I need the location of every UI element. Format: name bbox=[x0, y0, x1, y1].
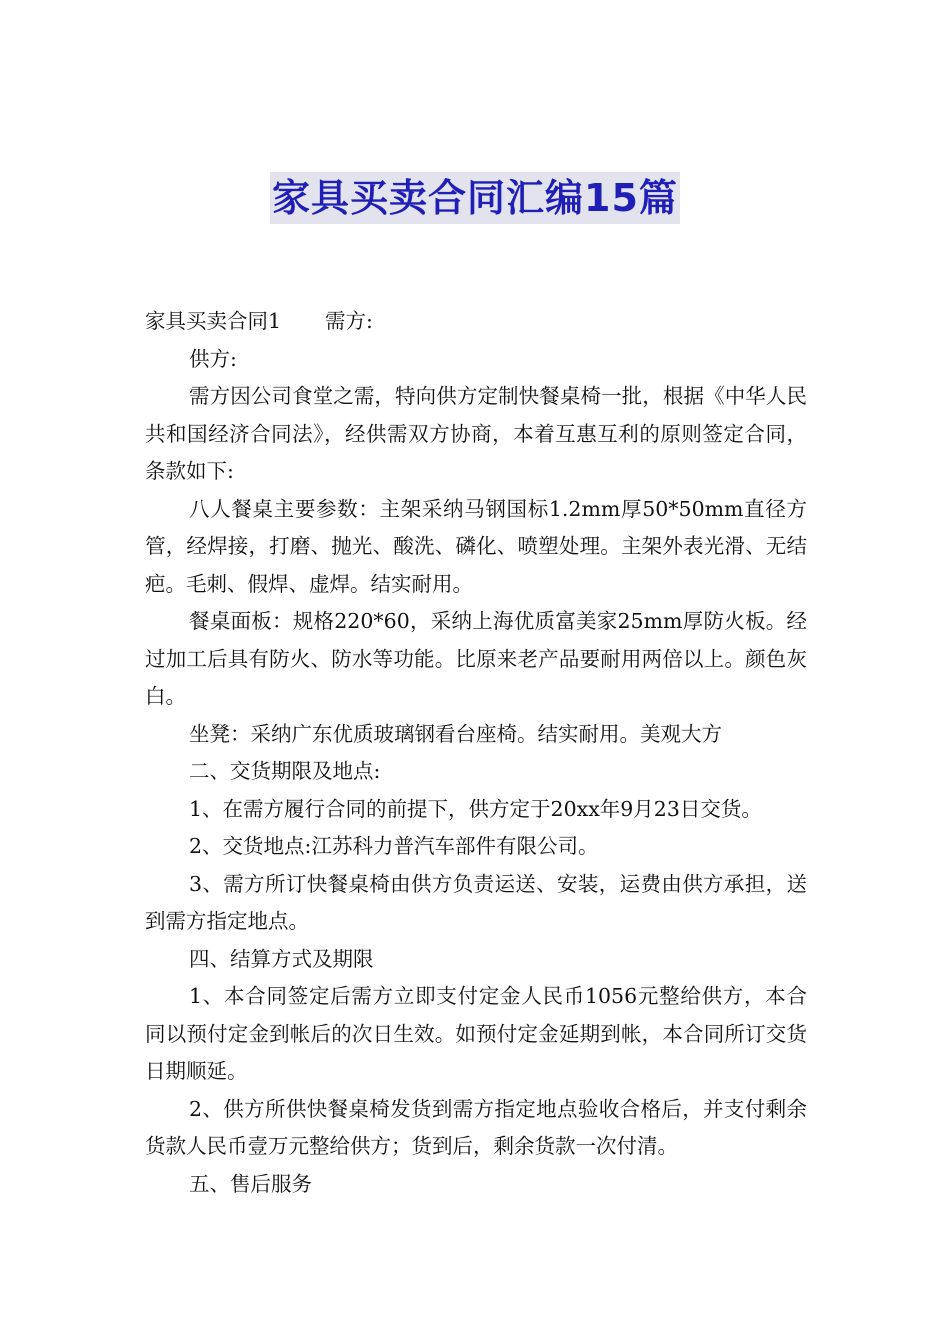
paragraph: 2、交货地点:江苏科力普汽车部件有限公司。 bbox=[189, 834, 599, 858]
paragraph: 坐凳：采纳广东优质玻璃钢看台座椅。结实耐用。美观大方 bbox=[189, 721, 722, 746]
paragraph: 3、需方所订快餐桌椅由供方负责运送、安装，运费由供方承担，送到需方指定地点。 bbox=[145, 871, 807, 933]
contract-heading-line bbox=[145, 303, 807, 341]
section-heading: 四、结算方式及期限 bbox=[189, 946, 374, 971]
paragraph: 餐桌面板：规格220*60，采纳上海优质富美家25mm厚防火板。经过加工后具有防火、防水等功能。比原来老产品要耐用两倍以上。颜色灰白。 bbox=[145, 609, 807, 708]
document-title: 家具买卖合同汇编15篇 bbox=[270, 172, 680, 224]
buyer-label: 需方: bbox=[325, 309, 373, 333]
paragraph: 八人餐桌主要参数：主架采纳马钢国标1.2mm厚50*50mm直径方管，经焊接，打磨、抛光、酸洗、磷化、喷塑处理。主架外表光滑、无结疤。毛刺、假焊、虚焊。结实耐用。 bbox=[145, 496, 807, 596]
document-body bbox=[145, 303, 807, 1203]
paragraph: 2、供方所供快餐桌椅发货到需方指定地点验收合格后，并支付剩余货款人民币壹万元整给供方；货到后，剩余货款一次付清。 bbox=[145, 1096, 807, 1158]
section-heading: 二、交货期限及地点: bbox=[189, 759, 381, 783]
paragraph: 需方因公司食堂之需，特向供方定制快餐桌椅一批，根据《中华人民共和国经济合同法》，经供需双方协商，本着互惠互利的原则签定合同，条款如下: bbox=[145, 384, 807, 483]
contract-name: 家具买卖合同1 bbox=[145, 309, 282, 333]
paragraph: 1、本合同签定后需方立即支付定金人民币1056元整给供方，本合同以预付定金到帐后的次日生效。如预付定金延期到帐，本合同所订交货日期顺延。 bbox=[145, 984, 807, 1083]
title-container bbox=[0, 172, 950, 224]
paragraph: 1、在需方履行合同的前提下，供方定于20xx年9月23日交货。 bbox=[189, 796, 762, 821]
section-heading: 五、售后服务 bbox=[189, 1171, 312, 1196]
paragraph: 供方: bbox=[189, 346, 237, 371]
